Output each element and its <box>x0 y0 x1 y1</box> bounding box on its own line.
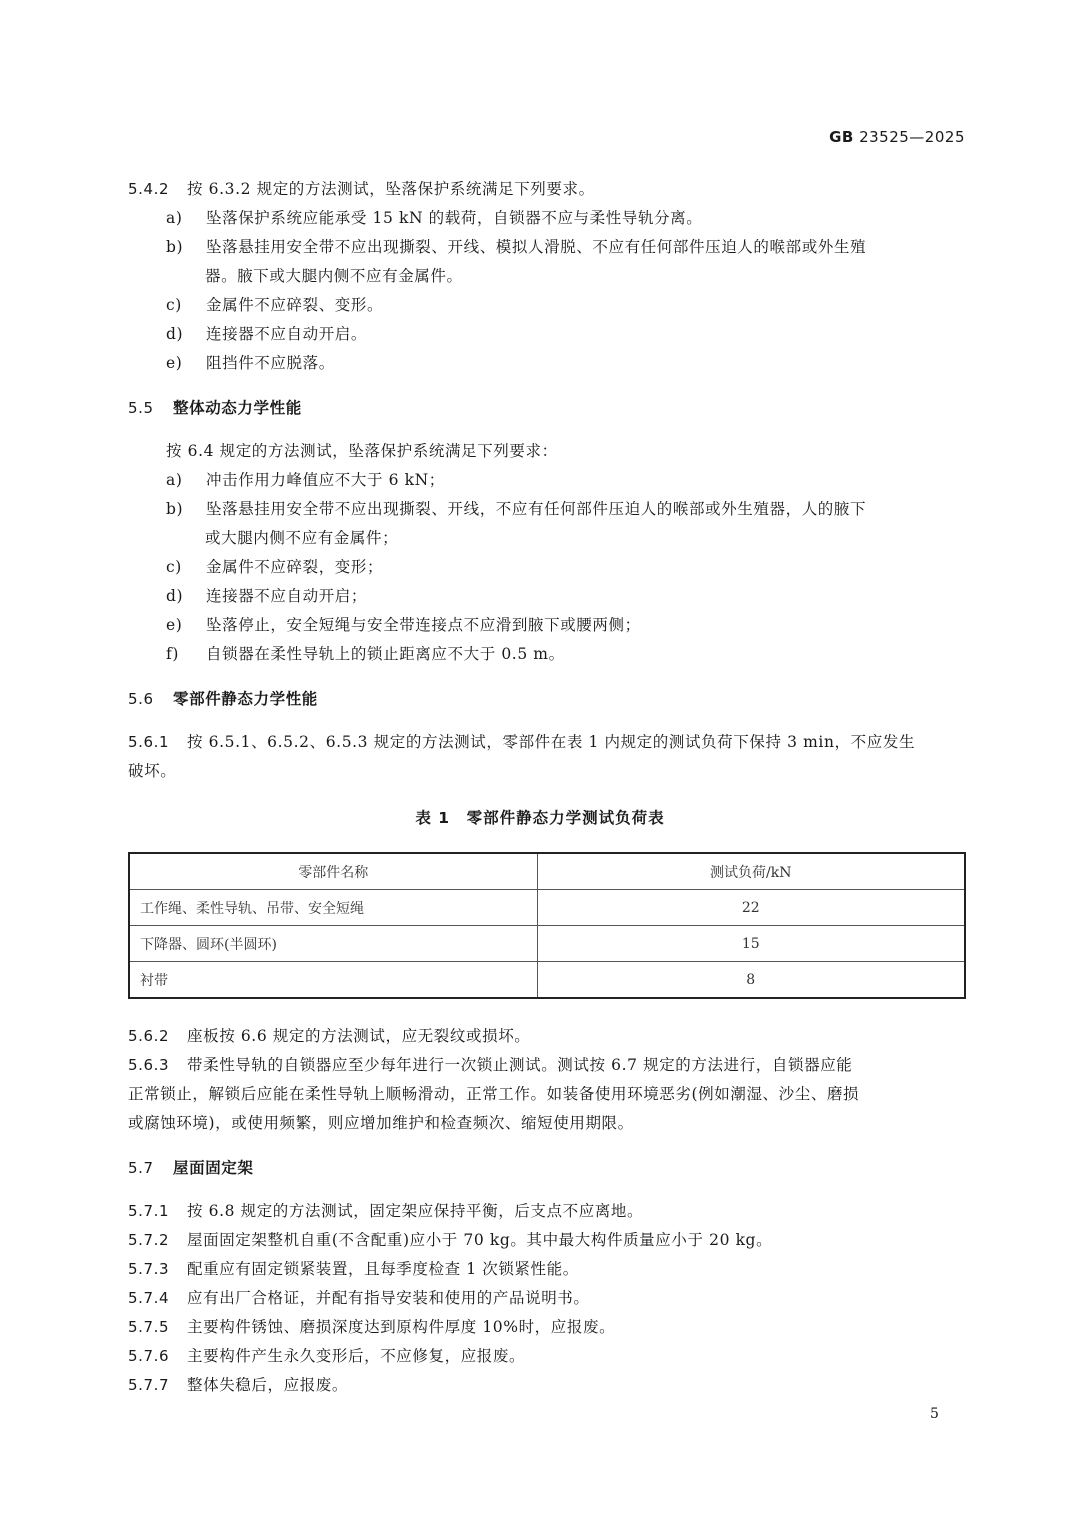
column-header: 零部件名称 <box>129 853 537 890</box>
column-header: 测试负荷/kN <box>537 853 965 890</box>
clause-5-7-1: 5.7.1 按 6.8 规定的方法测试，固定架应保持平衡，后支点不应离地。 <box>128 1202 644 1220</box>
list-item: c) 金属件不应碎裂、变形。 <box>166 296 384 314</box>
clause-5-7-4: 5.7.4 应有出厂合格证，并配有指导安装和使用的产品说明书。 <box>128 1289 590 1307</box>
clause-5-7-7: 5.7.7 整体失稳后，应报废。 <box>128 1376 349 1394</box>
clause-5-7-2: 5.7.2 屋面固定架整机自重(不含配重)应小于 70 kg。其中最大构件质量应小于 20 kg。 <box>128 1231 773 1249</box>
clause-5-6-3-continuation: 正常锁止，解锁后应能在柔性导轨上顺畅滑动，正常工作。如装备使用环境恶劣(例如潮湿、沙尘、磨损 <box>128 1085 860 1103</box>
table-cell: 22 <box>537 890 965 926</box>
list-item: a) 坠落保护系统应能承受 15 kN 的载荷，自锁器不应与柔性导轨分离。 <box>166 209 703 227</box>
clause-5-7-6: 5.7.6 主要构件产生永久变形后，不应修复，应报废。 <box>128 1347 526 1365</box>
list-item-continuation: 或大腿内侧不应有金属件； <box>205 529 399 547</box>
list-item: e) 阻挡件不应脱落。 <box>166 354 335 372</box>
load-table <box>128 852 966 999</box>
list-item: f) 自锁器在柔性导轨上的锁止距离应不大于 0.5 m。 <box>166 645 565 663</box>
table-row <box>129 962 965 999</box>
list-item-continuation: 器。腋下或大腿内侧不应有金属件。 <box>205 267 463 285</box>
table-caption: 表 1 零部件静态力学测试负荷表 <box>415 809 665 827</box>
page-number: 5 <box>930 1406 939 1422</box>
clause-5-6-3-continuation: 或腐蚀环境)，或使用频繁，则应增加维护和检查频次、缩短使用期限。 <box>128 1114 634 1132</box>
list-item: c) 金属件不应碎裂，变形； <box>166 558 384 576</box>
clause-5-6-2: 5.6.2 座板按 6.6 规定的方法测试，应无裂纹或损坏。 <box>128 1027 531 1045</box>
clause-5-6-3: 5.6.3 带柔性导轨的自锁器应至少每年进行一次锁止测试。测试按 6.7 规定的方法进行，自锁器应能 <box>128 1056 853 1074</box>
table-cell: 15 <box>537 926 965 962</box>
standard-code-header: GB 23525—2025 <box>829 128 965 146</box>
clause-5-6-1-continuation: 破坏。 <box>128 762 177 780</box>
table-cell: 下降器、圆环(半圆环) <box>129 926 537 962</box>
table-row <box>129 890 965 926</box>
section-intro: 按 6.4 规定的方法测试，坠落保护系统满足下列要求： <box>166 442 558 460</box>
clause-5-6-1: 5.6.1 按 6.5.1、6.5.2、6.5.3 规定的方法测试，零部件在表 1 内规定的测试负荷下保持 3 min，不应发生 <box>128 733 916 751</box>
clause-5-7-3: 5.7.3 配重应有固定锁紧装置，且每季度检查 1 次锁紧性能。 <box>128 1260 579 1278</box>
list-item: b) 坠落悬挂用安全带不应出现撕裂、开线、模拟人滑脱、不应有任何部件压迫人的喉部或外生殖 <box>166 238 867 256</box>
section-heading-5-5: 5.5 整体动态力学性能 <box>128 399 302 417</box>
table-cell: 工作绳、柔性导轨、吊带、安全短绳 <box>129 890 537 926</box>
list-item: e) 坠落停止，安全短绳与安全带连接点不应滑到腋下或腰两侧； <box>166 616 641 634</box>
section-heading-5-6: 5.6 零部件静态力学性能 <box>128 690 318 708</box>
table-cell: 衬带 <box>129 962 537 999</box>
list-item: d) 连接器不应自动开启； <box>166 587 368 605</box>
section-heading-5-7: 5.7 屋面固定架 <box>128 1159 254 1177</box>
list-item: a) 冲击作用力峰值应不大于 6 kN； <box>166 471 445 489</box>
table-cell: 8 <box>537 962 965 999</box>
list-item: b) 坠落悬挂用安全带不应出现撕裂、开线，不应有任何部件压迫人的喉部或外生殖器，人的腋下 <box>166 500 867 518</box>
clause-5-7-5: 5.7.5 主要构件锈蚀、磨损深度达到原构件厚度 10%时，应报废。 <box>128 1318 616 1336</box>
table-row <box>129 926 965 962</box>
table-header-row <box>129 853 965 890</box>
list-item: d) 连接器不应自动开启。 <box>166 325 368 343</box>
clause-5-4-2: 5.4.2 按 6.3.2 规定的方法测试，坠落保护系统满足下列要求。 <box>128 180 595 198</box>
